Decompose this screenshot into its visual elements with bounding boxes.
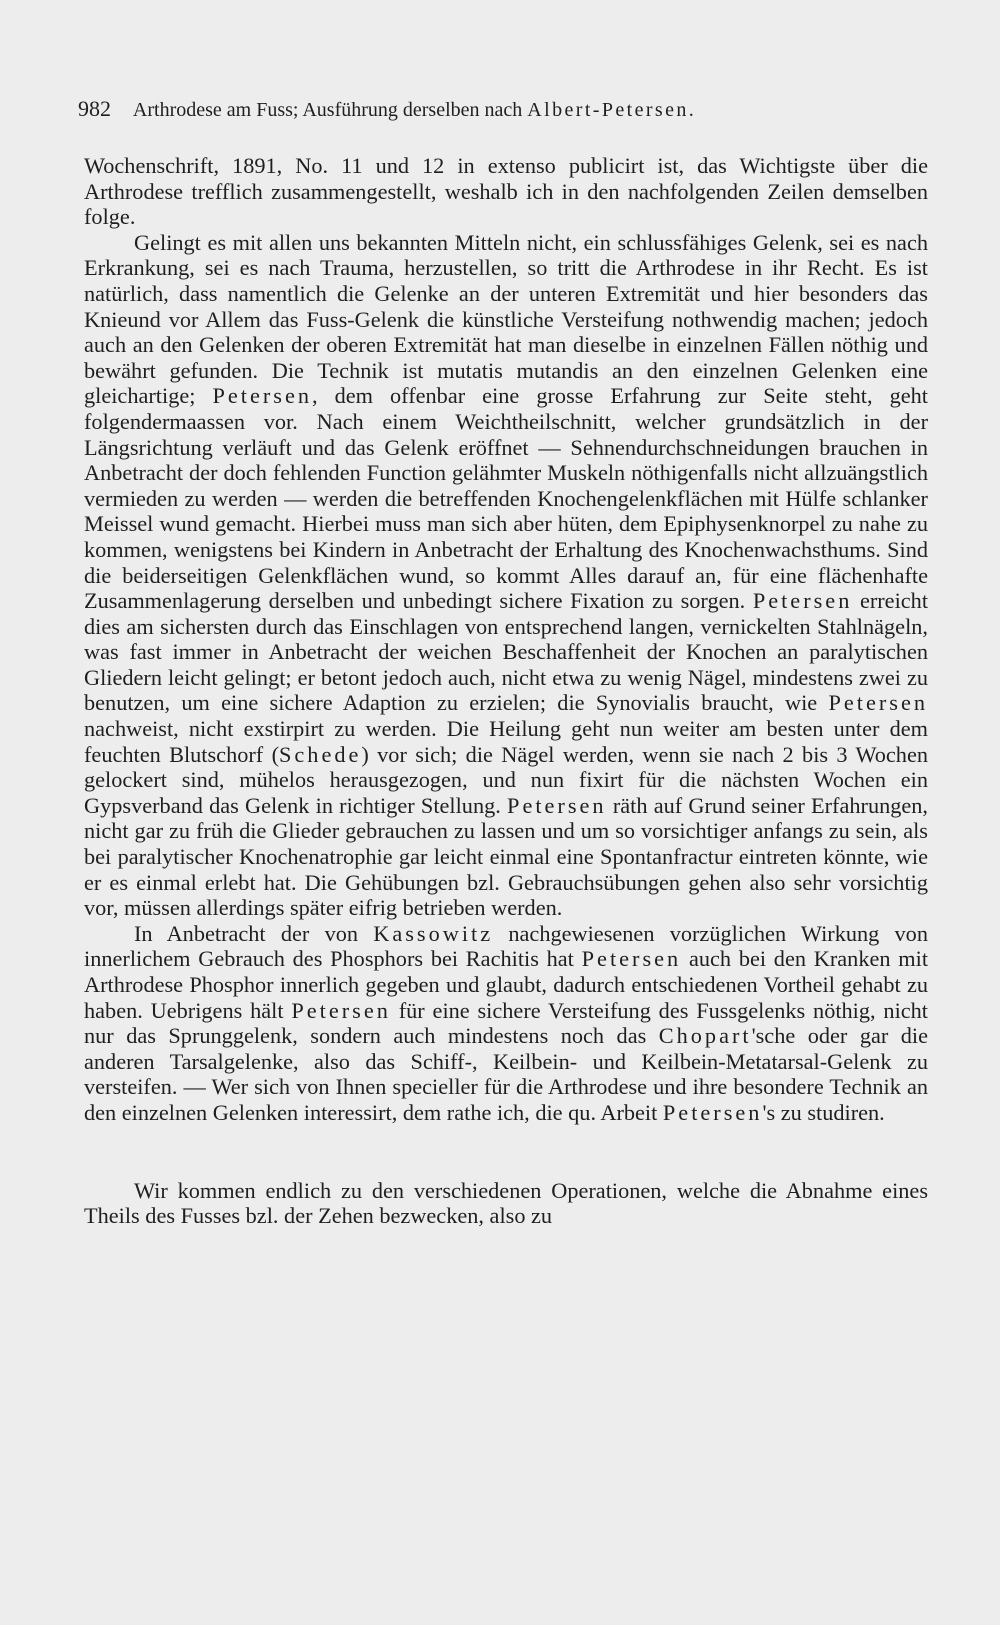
author-name: Petersen [581, 946, 682, 972]
author-name: Petersen [291, 997, 391, 1023]
text-run: 's zu studiren. [762, 1099, 885, 1125]
page-body [84, 153, 928, 1229]
text-run: nachgewiesenen vorzüglichen Wirkung von innerlichem Gebrauch des Phosphors bei Rachitis hat [84, 920, 928, 972]
author-name: Petersen [212, 383, 313, 409]
header-title: Arthrodese am Fuss; Ausführung derselben nach [132, 99, 523, 121]
author-name: Kassowitz [373, 920, 494, 946]
author-name: Petersen [507, 792, 607, 818]
text-run: auch bei den Kranken mit Arthrodese Phosphor innerlich gegeben und glaubt, dadurch entschiedenen Vortheil gehabt zu haben. Uebrigens hält [84, 946, 929, 1023]
text-run: In Anbetracht der von [134, 920, 359, 946]
paragraph-continuation: Wochenschrift, 1891, No. 11 und 12 in extenso publicirt ist, das Wichtigste über die Arthrodese trefflich zusammengestellt, weshalb ich in den nachfolgenden Zeilen demselben folge. [84, 153, 928, 230]
author-name: Schede [279, 741, 362, 767]
paragraph-operations: Wir kommen endlich zu den verschiedenen Operationen, welche die Abnahme eines Theils des Fusses bzl. der Zehen bezwecken, also zu [84, 1177, 928, 1229]
text-run: räth auf Grund seiner Erfahrungen, nicht gar zu früh die Glieder gebrauchen zu lassen und um so vorsichtiger anfangs zu sein, als bei paralytischer Knochenatrophie gar leicht einmal eine Spontanfractur eintreten könnte, wie er es einmal erlebt hat. Die Gehübungen bzl. Gebrauchsübungen gehen also sehr vorsichtig vor, müssen allerdings später eifrig betrieben werden. [84, 792, 929, 921]
page-number: 982 [78, 96, 111, 121]
header-author-name: Albert-Petersen. [527, 99, 697, 121]
text-run: für eine sichere Versteifung des Fussgelenks nöthig, nicht nur das Sprunggelenk, sondern auch mindestens noch das [84, 997, 929, 1049]
author-name: Petersen [752, 588, 853, 614]
text-run: erreicht dies am sichersten durch das Einschlagen von entsprechend langen, vernickelten Stahlnägeln, was fast immer in Anbetracht der weichen Beschaffenheit der Knochen an paralytischen Gliedern leicht gelingt; er betont jedoch auch, nicht etwa zu wenig Nägel, mindestens zwei zu benutzen, um eine sichere Adaption zu erzielen; die Synovialis braucht, wie [84, 588, 929, 716]
text-run: Gelingt es mit allen uns bekannten Mitteln nicht, ein schlussfähiges Gelenk, sei es nach Erkrankung, sei es nach Trauma, herzustellen, so tritt die Arthrodese in ihr Recht. Es ist natürlich, dass namentlich die Gelenke an der unteren Extremität und hier besonders das Knieund vor Allem das Fuss-Gelenk die künstliche Versteifung nothwendig machen; jedoch auch an den Gelenken der oberen Extremität hat man dieselbe in einzelnen Fällen nöthig und bewährt gefunden. Die Technik ist mutatis mutandis an den einzelnen Gelenken eine gleichartige; [84, 229, 928, 409]
paragraph-phosphor [84, 921, 928, 1126]
text-run: 'sche oder gar die anderen Tarsalgelenke, also das Schiff-, Keilbein- und Keilbein-Metatarsal-Gelenk zu versteifen. — Wer sich von Ihnen specieller für die Arthrodese und ihre besondere Technik an den einzelnen Gelenken interessirt, dem rathe ich, die qu. Arbeit [84, 1023, 929, 1125]
text-run: nachweist, nicht exstirpirt zu werden. Die Heilung geht nun weiter am besten unter dem feuchten Blutschorf ( [84, 716, 928, 767]
text-run: ) vor sich; die Nägel werden, wenn sie nach 2 bis 3 Wochen gelockert sind, mühelos herausgezogen, und nun fixirt für die nächsten Wochen ein Gypsverband das Gelenk in richtiger Stellung. [84, 741, 928, 818]
running-header [78, 97, 696, 122]
text-run: , dem offenbar eine grosse Erfahrung zur Seite steht, geht folgendermaassen vor. Nach einem Weichtheilschnitt, welcher grundsätzlich in der Längsrichtung verläuft und das Gelenk eröffnet — Sehnendurchschneidungen brauchen in Anbetracht der doch fehlenden Function gelähmter Muskeln nöthigenfalls nicht allzuängstlich vermieden zu werden — werden die betreffenden Knochengelenkflächen mit Hülfe schlanker Meissel wund gemacht. Hierbei muss man sich aber hüten, dem Epiphysenknorpel zu nahe zu kommen, wenigstens bei Kindern in Anbetracht der Erhaltung des Knochenwachsthums. Sind die beiderseitigen Gelenkflächen wund, so kommt Alles darauf an, für eine flächenhafte Zusammenlagerung derselben und unbedingt sichere Fixation zu sorgen. [84, 383, 928, 614]
paragraph-arthrodese-technique [84, 230, 928, 921]
author-name: Petersen [828, 690, 928, 716]
author-name: Petersen [662, 1099, 763, 1125]
author-name: Chopart [658, 1023, 752, 1049]
